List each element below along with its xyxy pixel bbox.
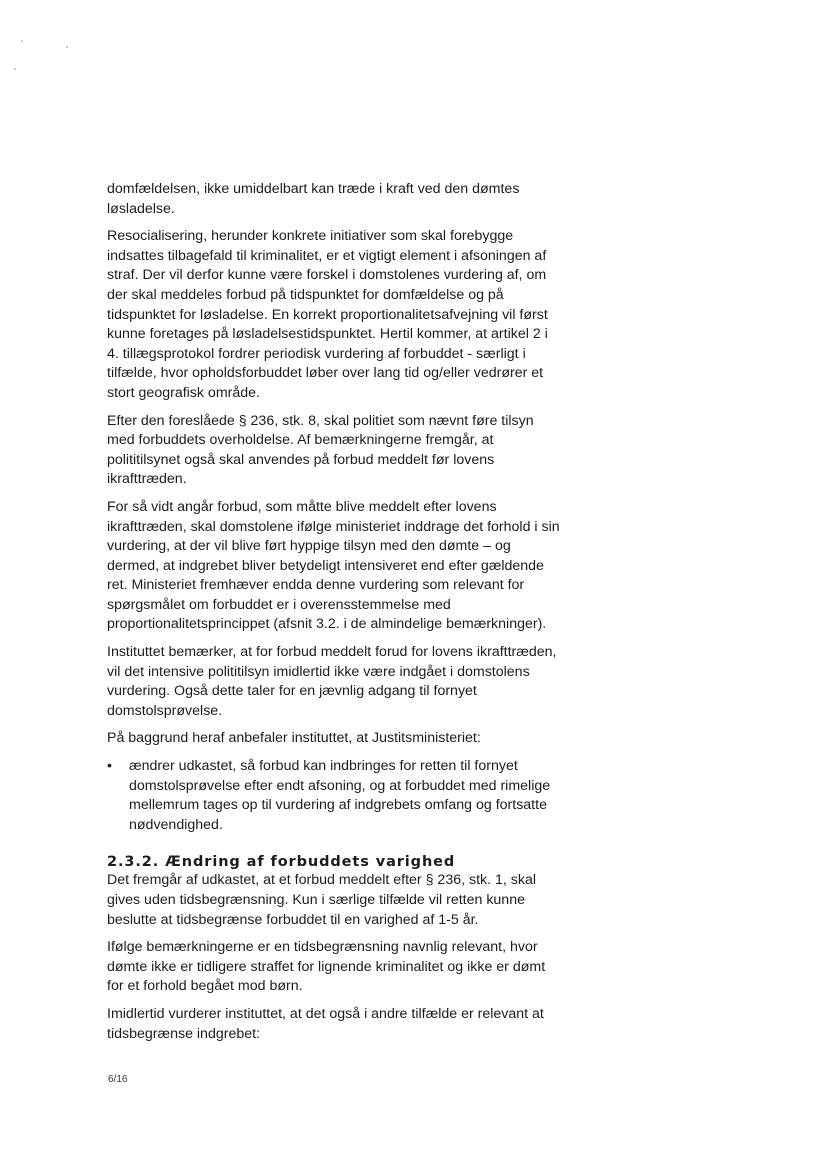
body-paragraph: Resocialisering, herunder konkrete initiativer som skal forebygge indsattes tilbagefald til kriminalitet, er et vigtigt element i afsoningen af straf. Der vil derfor kunne være forskel i domstolenes vurdering af, om der skal meddeles forbud på tidspunktet for domfældelse og på tidspunktet for løsladelse. En korrekt proportionalitetsafvejning vil først kunne foretages på løsladelsestidspunktet. Hertil kommer, at artikel 2 i 4. tillægsprotokol fordrer periodisk vurdering af forbuddet - særligt i tilfælde, hvor opholdsforbuddet løber over lang tid og/eller vedrører et stort geografisk område. [107, 228, 548, 401]
recommendation-list [107, 757, 562, 835]
recommendation-text: ændrer udkastet, så forbud kan indbringes for retten til fornyet domstolsprøvelse efter endt afsoning, og at forbuddet med rimelige mellemrum tages op til vurdering af indgrebets omfang og fortsatte nødvendighed. [129, 758, 551, 833]
bullet-icon: • [107, 758, 112, 775]
body-paragraph: Instituttet bemærker, at for forbud meddelt forud for lovens ikrafttræden, vil det intensive polititilsyn imidlertid ikke være indgået i domstolens vurdering. Også dette taler for en jævnlig adgang til fornyet domstolsprøvelse. [107, 644, 557, 719]
body-paragraph: På baggrund heraf anbefaler instituttet, at Justitsministeriet: [107, 730, 481, 747]
scan-speck [66, 46, 68, 48]
document-body [107, 180, 562, 1052]
scan-speck [21, 40, 23, 42]
section-paragraph: Imidlertid vurderer instituttet, at det også i andre tilfælde er relevant at tidsbegrænse indgrebet: [107, 1005, 544, 1042]
section-heading: 2.3.2. Ændring af forbuddets varighed [107, 854, 456, 871]
section-paragraph: Ifølge bemærkningerne er en tidsbegrænsning navnlig relevant, hvor dømte ikke er tidligere straffet for lignende kriminalitet og ikke er dømt for et forhold begået mod børn. [107, 939, 546, 995]
body-paragraph: Efter den foreslåede § 236, stk. 8, skal politiet som nævnt føre tilsyn med forbuddets overholdelse. Af bemærkningerne fremgår, at polititilsynet også skal anvendes på forbud meddelt før lovens ikrafttræden. [107, 412, 534, 488]
recommendation-item [107, 757, 562, 835]
body-paragraph: domfældelsen, ikke umiddelbart kan træde i kraft ved den dømtes løsladelse. [107, 181, 520, 217]
scan-speck [14, 68, 16, 70]
page-number: 6/16 [108, 1074, 128, 1085]
body-paragraph: For så vidt angår forbud, som måtte blive meddelt efter lovens ikrafttræden, skal domstolene ifølge ministeriet inddrage det forhold i sin vurdering, at der vil blive ført hyppige tilsyn med den dømte – og dermed, at indgrebet bliver betydeligt intensiveret end efter gældende ret. Ministeriet fremhæver endda denne vurdering som relevant for spørgsmålet om forbuddet er i overensstemmelse med proportionalitetsprincippet (afsnit 3.2. i de almindelige bemærkninger). [107, 498, 560, 633]
section-paragraph: Det fremgår af udkastet, at et forbud meddelt efter § 236, stk. 1, skal gives uden tidsbegrænsning. Kun i særlige tilfælde vil retten kunne beslutte at tidsbegrænse forbuddet til en varighed af 1-5 år. [107, 872, 536, 928]
